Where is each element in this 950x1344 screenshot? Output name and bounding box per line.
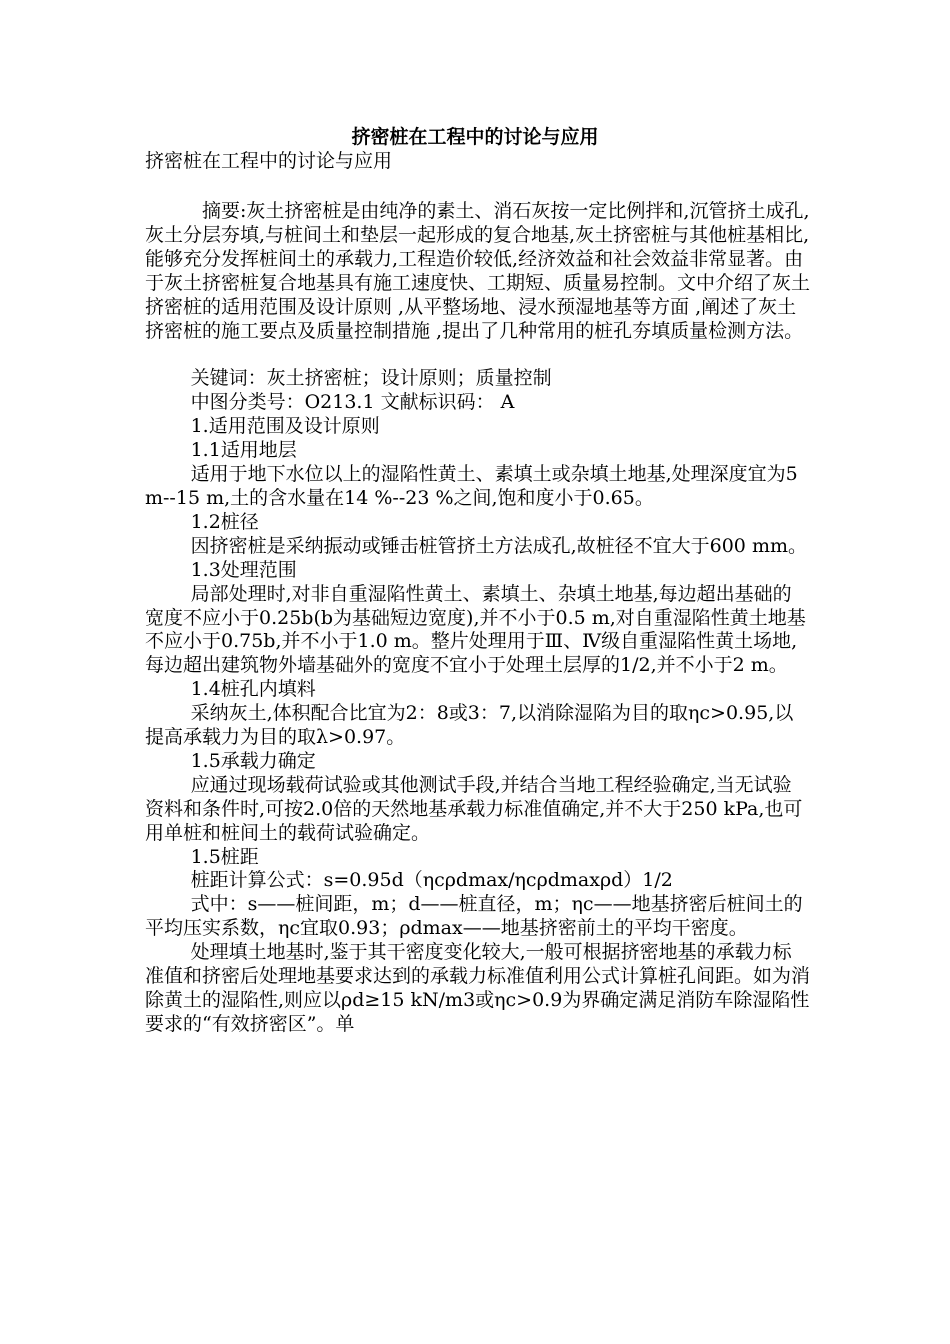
formula-line: 桩距计算公式：s=0.95d（ηcρdmax/ηcρdmaxρd）1/2 xyxy=(190,869,673,892)
abstract-paragraph: 摘要:灰土挤密桩是由纯净的素土、消石灰按一定比例拌和,沉管挤土成孔,灰土分层夯填,与桩间土和垫层一起形成的复合地基,灰土挤密桩与其他桩基相比,能够充分发挥桩间土的承载力,工程造价较低,经济效益和社会效益非常显著。由于灰土挤密桩复合地基具有施工速度快、工期短、质量易控制。文中介绍了灰土挤密桩的适用范围及设计原则 ,从平整场地、浸水预湿地基等方面 ,阐述了灰土挤密桩的施工要点及质量控制措施 ,提出了几种常用的桩孔夯填质量检测方法。 xyxy=(145,200,811,342)
body-paragraph: 适用于地下水位以上的湿陷性黄土、素填土或杂填土地基,处理深度宜为5 m--15 m,土的含水量在14 %--23 %之间,饱和度小于0.65。 xyxy=(145,463,798,509)
document-subtitle: 挤密桩在工程中的讨论与应用 xyxy=(145,150,393,172)
subsection-heading: 1.4桩孔内填料 xyxy=(190,678,316,701)
body-paragraph: 采纳灰土,体积配合比宜为2：8或3：7,以消除湿陷为目的取ηc>0.95,以提高承载力为目的取λ>0.97。 xyxy=(145,702,794,749)
body-paragraph: 应通过现场载荷试验或其他测试手段,并结合当地工程经验确定,当无试验资料和条件时,可按2.0倍的天然地基承载力标准值确定,并不大于250 kPa,也可用单桩和桩间土的载荷试验确定。 xyxy=(145,773,803,844)
document-body xyxy=(145,200,810,1037)
section-heading: 1.适用范围及设计原则 xyxy=(190,415,380,438)
body-paragraph: 式中：s——桩间距，m；d——桩直径，m；ηc——地基挤密后桩间土的平均压实系数，ηc宜取0.93；ρdmax——地基挤密前土的平均干密度。 xyxy=(145,893,803,940)
keywords-line: 关键词：灰土挤密桩；设计原则；质量控制 xyxy=(190,367,552,390)
paragraph-gap xyxy=(145,343,810,367)
body-paragraph: 处理填土地基时,鉴于其干密度变化较大,一般可根据挤密地基的承载力标准值和挤密后处理地基要求达到的承载力标准值利用公式计算桩孔间距。如为消除黄土的湿陷性,则应以ρd≥15 kN/m3或ηc>0.9为界确定满足消防车除湿陷性要求的“有效挤密区”。单 xyxy=(145,941,811,1035)
subsection-heading: 1.3处理范围 xyxy=(190,558,297,581)
subsection-heading: 1.5桩距 xyxy=(190,845,259,868)
subsection-heading: 1.1适用地层 xyxy=(190,439,297,462)
document-title: 挤密桩在工程中的讨论与应用 xyxy=(351,126,599,148)
body-paragraph: 局部处理时,对非自重湿陷性黄土、素填土、杂填土地基,每边超出基础的宽度不应小于0.25b(b为基础短边宽度),并不小于0.5 m,对自重湿陷性黄土地基不应小于0.75b,并不小于1.0 m。整片处理用于Ⅲ、Ⅳ级自重湿陷性黄土场地,每边超出建筑物外墙基础外的宽度不宜小于处理土层厚的1/2,并不小于2 m。 xyxy=(145,582,806,677)
subsection-heading: 1.5承载力确定 xyxy=(190,749,316,772)
subsection-heading: 1.2桩径 xyxy=(190,510,259,533)
body-paragraph: 因挤密桩是采纳振动或锤击桩管挤土方法成孔,故桩径不宜大于600 mm。 xyxy=(190,534,807,557)
classification-line: 中图分类号：O213.1 文献标识码： A xyxy=(190,391,515,414)
